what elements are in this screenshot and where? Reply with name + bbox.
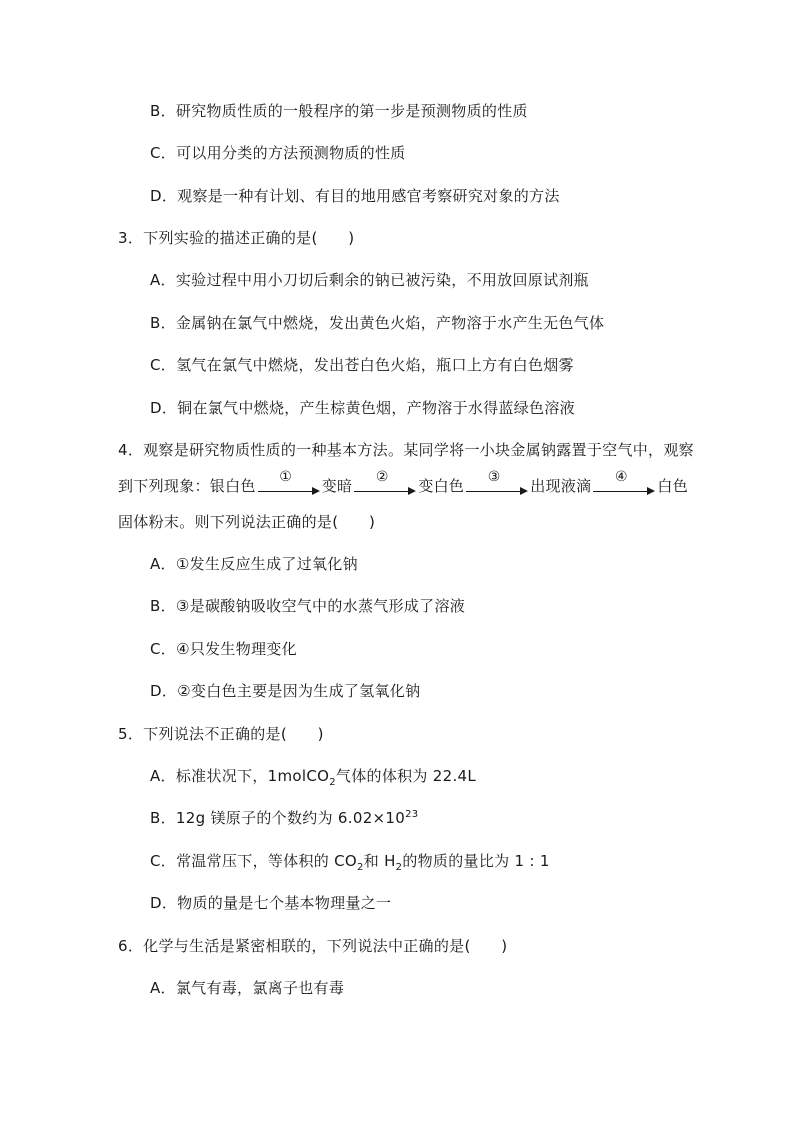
step-1-label: ①: [279, 469, 293, 485]
q2-option-d: D．观察是一种有计划、有目的地用感官考察研究对象的方法: [150, 187, 560, 205]
reaction-arrow-1: [258, 469, 320, 496]
q5-b-text: B．12g 镁原子的个数约为 6.02×10: [150, 809, 406, 827]
q5-option-a: [150, 766, 476, 786]
q5-c-text-end: 的物质的量比为 1 : 1: [402, 852, 550, 870]
step-3-label: ③: [487, 469, 501, 485]
q3-stem: 3．下列实验的描述正确的是( ): [118, 229, 355, 247]
q4-option-c: C．④只发生物理变化: [150, 640, 297, 658]
state-3: 出现液滴: [530, 477, 592, 495]
q2-option-c: C．可以用分类的方法预测物质的性质: [150, 144, 406, 162]
q5-c-text: C．常温常压下，等体积的 CO: [150, 852, 358, 870]
q3-option-a: A．实验过程中用小刀切后剩余的钠已被污染，不用放回原试剂瓶: [150, 271, 589, 289]
q5-option-b: [150, 808, 418, 828]
q2-option-b: B．研究物质性质的一般程序的第一步是预测物质的性质: [150, 102, 528, 120]
q3-option-b: B．金属钠在氯气中燃烧，发出黄色火焰，产物溶于水产生无色气体: [150, 314, 605, 332]
step-4-label: ④: [614, 469, 628, 485]
q4-option-a: A．①发生反应生成了过氧化钠: [150, 555, 358, 573]
q3-option-d: D．铜在氯气中燃烧，产生棕黄色烟，产物溶于水得蓝绿色溶液: [150, 399, 575, 417]
superscript: 23: [405, 809, 419, 820]
subscript: 2: [395, 862, 403, 873]
q4-chain-prefix: 到下列现象：银白色: [118, 477, 256, 495]
q5-a-text: A．标准状况下，1molCO: [150, 767, 330, 785]
state-2: 变白色: [418, 477, 465, 495]
q6-stem: 6．化学与生活是紧密相联的，下列说法中正确的是( ): [118, 937, 508, 955]
q4-stem-line3: 固体粉末。则下列说法正确的是( ): [118, 513, 376, 531]
q5-option-c: [150, 851, 550, 871]
q5-a-text-end: 气体的体积为 22.4L: [335, 767, 477, 785]
subscript: 2: [329, 777, 336, 788]
q5-c-text-mid: 和 H: [363, 852, 396, 870]
q3-option-c: C．氢气在氯气中燃烧，发出苍白色火焰，瓶口上方有白色烟雾: [150, 356, 574, 374]
reaction-arrow-4: [593, 469, 655, 496]
q5-option-d: D．物质的量是七个基本物理量之一: [150, 894, 392, 912]
state-1: 变暗: [321, 477, 353, 495]
q6-option-a: A．氯气有毒，氯离子也有毒: [150, 979, 345, 997]
reaction-arrow-2: [354, 469, 416, 496]
q4-option-d: D．②变白色主要是因为生成了氢氧化钠: [150, 682, 421, 700]
q5-stem: 5．下列说法不正确的是( ): [118, 725, 324, 743]
subscript: 2: [357, 862, 364, 873]
q4-stem-line1: 4．观察是研究物质性质的一种基本方法。某同学将一小块金属钠露置于空气中，观察: [118, 441, 694, 459]
reaction-arrow-3: [466, 469, 528, 496]
q4-reaction-chain: [118, 469, 689, 496]
state-4: 白色: [657, 477, 689, 495]
q4-option-b: B．③是碳酸钠吸收空气中的水蒸气形成了溶液: [150, 597, 466, 615]
step-2-label: ②: [375, 469, 389, 485]
